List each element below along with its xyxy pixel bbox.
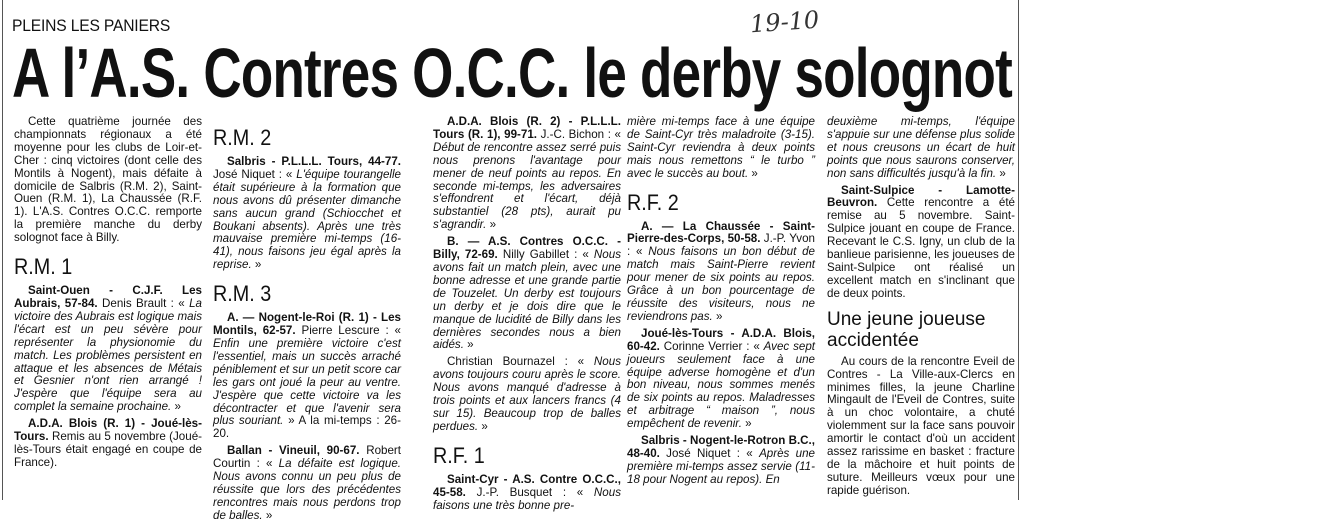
paragraph (433, 474, 621, 513)
article-column-1 (14, 116, 202, 500)
match-result-lead: Joué-lès-Tours - A.D.A. Blois, 60-42. (627, 326, 815, 353)
body-text: Nilly Gabillet : « (497, 248, 594, 262)
article-column-4 (627, 116, 815, 500)
headline: A l’A.S. Contres O.C.C. le derby solognot (12, 34, 1012, 112)
paragraph (213, 445, 401, 522)
quote-text: deuxième mi-temps, l'équipe s'appuie sur une défense plus solide et nous creusons un écart de huit points que nous saurons conserver, non sans difficultés jusqu'à la fin. (827, 115, 1015, 180)
quote-text: Début de rencontre assez serré puis nous prenons l'avantage pour mener de neuf points au repos. En seconde mi-temps, les adversaires s'effondrent et l'écart, déjà substantiel (28 pts), aurait pu s'agrandir. (433, 140, 621, 232)
division-heading: R.F. 2 (627, 189, 679, 215)
quote-text: Après une première mi-temps assez servie (11-18 pour Nogent au repos). En (627, 446, 815, 486)
quote-text: Nous avons fait un match plein, avec une bonne adresse et une grande partie de Touzelet. Un derby est toujours un derby et je dois dire que le manque de lucidité de Billy dans les dernières secondes nous a bien aidés. (433, 248, 621, 352)
body-text: José Niquet : « (659, 446, 760, 460)
body-text: J.-P. Yvon : « (627, 232, 815, 259)
match-result-lead: Salbris - P.L.L.L. Tours, 44-77. (227, 155, 401, 168)
body-text: J.-C. Bichon : « (537, 127, 621, 141)
division-heading: R.M. 3 (213, 281, 272, 307)
continued-paragraph (827, 116, 1015, 181)
quote-text: L'équipe tourangelle était supérieure à la formation que nous avons dû présenter dimanche sans aucun grand (Schiocchet et Boukani absents). Après une très mauvaise première mi-temps (16-41), nous faisons jeu égal après la reprise. (213, 167, 401, 272)
quote-text: Nous faisons une très bonne pre- (433, 485, 621, 512)
match-result-lead: Saint-Sulpice - Lamotte-Beuvron. (827, 183, 1015, 210)
headline-wrap (12, 34, 1017, 112)
body-text: Robert Courtin : « (213, 444, 401, 471)
article-column-2 (213, 116, 402, 522)
paragraph (14, 116, 202, 245)
body-text: » (996, 166, 1006, 180)
quote-text: mière mi-temps face à une équipe de Saint-Cyr très maladroite (3-15). Saint-Cyr reviendra à deux points mais nous remettons “ le turbo ” avec le succès au bout. (627, 115, 815, 180)
subheading: Une jeune joueuse accidentée (827, 308, 986, 351)
quote-text: La victoire des Aubrais est logique mais l'écart est un peu sévère pour représenter la physionomie du match. Les problèmes persistent en attaque et les absences de Métais et Gesnier n'ont rien arrangé ! J'espère que l'équipe sera au complet la semaine prochaine. (14, 296, 203, 414)
division-heading: R.F. 1 (433, 442, 485, 468)
body-text: Corinne Verrier : « (659, 339, 764, 353)
match-result-lead: A.D.A. Blois (R. 1) - Joué-lès-Tours. (14, 417, 202, 444)
body-text: » A la mi-temps : 26-20. (213, 414, 401, 441)
body-text: Denis Brault : « (97, 296, 190, 310)
quote-text: Enfin une première victoire c'est l'essentiel, mais un succès arraché péniblement et sur un petit score car les gars ont joué la peur au ventre. J'espère que cette victoire va les décontracter et que l'avenir sera plus souriant. (213, 336, 401, 428)
body-text: J.-P. Busquet : « (465, 485, 594, 499)
match-result-lead: B. — A.S. Contres O.C.C. - Billy, 72-69. (433, 235, 621, 262)
match-result-lead: A.D.A. Blois (R. 2) - P.L.L.L. Tours (R. 1), 99-71. (433, 115, 621, 141)
match-result-lead: A. — Nogent-le-Roi (R. 1) - Les Montils, 62-57. (213, 311, 401, 338)
division-heading: R.M. 2 (213, 125, 272, 150)
paragraph (433, 236, 621, 352)
paragraph (627, 221, 815, 324)
quote-text: Avec sept joueurs seulement face à une équipe adverse homogène et d'un bon niveau, nous sommes menés de six points au repos. Maladresses et arbitrage “ maison ”, nous empêchent de revenir. (627, 339, 815, 431)
body-text: » (251, 258, 262, 272)
match-result-lead: Saint-Cyr - A.S. Contre O.C.C., 45-58. (433, 472, 621, 499)
paragraph (213, 312, 401, 441)
paragraph (433, 116, 621, 232)
paragraph (627, 435, 815, 487)
paragraph (213, 156, 401, 272)
paragraph (14, 418, 202, 470)
body-text: » (748, 166, 758, 180)
paragraph (14, 285, 202, 414)
body-text: » (262, 508, 273, 522)
match-result-lead: Salbris - Nogent-le-Rotron B.C., 48-40. (627, 434, 815, 460)
quote-text: La défaite est logique. Nous avons connu un peu plus de réussite que lors des précédentes rencontres mais nous perdons trop de balles. (213, 457, 401, 522)
match-result-lead: A. — La Chaussée - Saint-Pierre-des-Corps, 50-58. (627, 219, 815, 246)
body-text: Cette rencontre a été remise au 5 novembre. Saint-Sulpice jouant en coupe de France. Recevant le C.S. Igny, un club de la banlieue parisienne, les joueuses de Saint-Sulpice ont réalisé un excellent match en s'inclinant que de deux points. (827, 196, 1015, 300)
body-text: » (712, 309, 723, 323)
body-text: » (478, 419, 488, 433)
paragraph (827, 185, 1015, 301)
paragraph (627, 328, 815, 431)
paragraph (433, 356, 621, 433)
body-text: Pierre Lescure : « (295, 324, 402, 338)
quote-text: Nous faisons un bon début de match mais Saint-Pierre revient pour mener de six points au repos. Grâce à un bon pourcentage de réussite des visiteurs, nous ne reviendrons pas. (627, 245, 815, 323)
quote-text: Nous avons toujours couru après le score. Nous avons manqué d'adresse à trois points et aux lancers francs (4 sur 15). Beaucoup trop de balles perdues. (433, 355, 621, 433)
paragraph (827, 356, 1015, 498)
body-text: » (171, 400, 181, 414)
article-column-5 (827, 116, 1015, 500)
body-text: » (463, 338, 474, 352)
body-text: Christian Bournazel : « (447, 355, 594, 369)
section-kicker: PLEINS LES PANIERS (12, 16, 171, 35)
body-text: » (741, 417, 752, 431)
body-text: Cette quatrième journée des championnats régionaux a été moyenne pour les clubs de Loir-et-Cher : cinq victoires (dont celle des Montils à Nogent), mais défaite à domicile de Salbris (R.M. 2), Saint-Ouen (R.M. 1), La Chaussée (R.F. 1). L'A.S. Contres O.C.C. remporte la première manche du derby solognot face à Billy. (14, 115, 202, 245)
division-heading: R.M. 1 (14, 254, 73, 280)
right-border-rule (1018, 0, 1019, 500)
match-result-lead: Saint-Ouen - C.J.F. Les Aubrais, 57-84. (14, 284, 202, 310)
left-border-rule (2, 0, 3, 500)
body-text: » (486, 218, 497, 232)
body-text: Au cours de la rencontre Eveil de Contres - La Ville-aux-Clercs en minimes filles, la jeune Charline Mingault de l'Eveil de Contres, suite à un choc volontaire, a chuté violemment sur la face sans pouvoir amortir le contact d'où un accident assez rarissime en basket : fracture de la mâchoire et huit points de suture. Meilleurs vœux pour une rapide guérison. (827, 354, 1015, 497)
article-column-3 (433, 115, 621, 512)
handwritten-date-note: 19-10 (749, 5, 821, 39)
body-text: Remis au 5 novembre (Joué-lès-Tours était engagé en coupe de France). (14, 430, 202, 469)
match-result-lead: Ballan - Vineuil, 90-67. (227, 444, 360, 458)
continued-paragraph (627, 116, 815, 181)
body-text: José Niquet : « (213, 167, 297, 181)
